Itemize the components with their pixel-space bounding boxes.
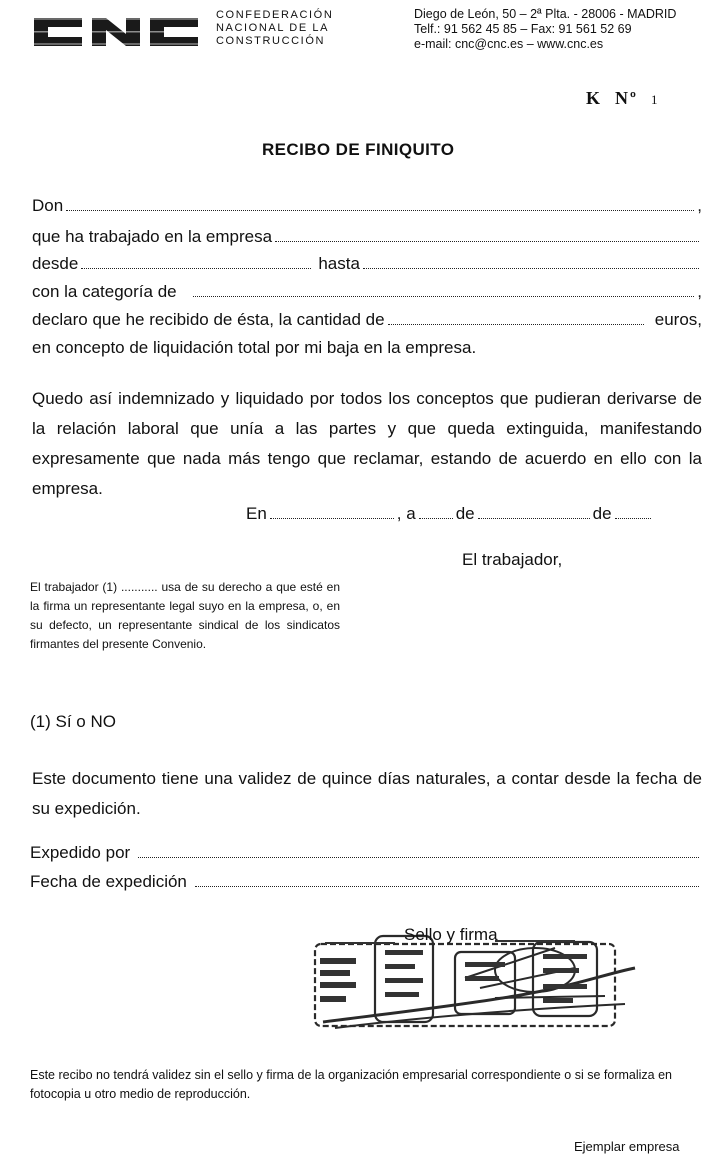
form-code: K [586,88,603,108]
worker-signature-label: El trabajador, [462,550,563,569]
indemnization-paragraph: Quedo así indemnizado y liquidado por todos los conceptos que pudieran derivarse de la relación laboral que unía a las partes y que queda extinguida, manifestando expresamente que nada más tengo que reclamar, estando de acuerdo en ello con la empresa. [32,389,702,498]
desde-field[interactable] [81,252,311,269]
categoria-field[interactable] [193,280,695,297]
validity-footnote: Este recibo no tendrá validez sin el sello y firma de la organización empresarial correspondiente o si se formaliza en fotocopia u otro medio de reproducción. [30,1068,672,1101]
a-label: , a [396,504,416,523]
number-label: Nº [615,88,638,108]
cnc-logo [32,14,200,50]
year-field[interactable] [615,502,651,519]
expedido-label: Expedido por [30,843,131,862]
empresa-field[interactable] [275,225,699,242]
hasta-label: hasta [318,254,360,273]
don-line: Don , [32,194,702,218]
dates-line [32,252,702,276]
month-field[interactable] [478,502,590,519]
phone-line: Telf.: 91 562 45 85 – Fax: 91 561 52 69 [414,22,632,36]
categoria-line: con la categoría de , [32,280,702,304]
expedido-line [30,841,702,865]
categoria-label: con la categoría de [32,282,177,301]
declaro-label: declaro que he recibido de ésta, la cantidad de [32,310,385,329]
don-label: Don [32,196,64,215]
day-field[interactable] [419,502,453,519]
document-title: RECIBO DE FINIQUITO [262,140,455,159]
option-note: (1) Sí o NO [30,712,116,731]
fecha-label: Fecha de expedición [30,872,187,891]
validity-paragraph: Este documento tiene una validez de quince días naturales, a contar desde la fecha de su expedición. [32,769,702,818]
number-value: 1 [650,92,660,107]
fecha-line [30,870,702,894]
de-label-2: de [592,504,612,523]
expedido-field[interactable] [138,841,699,858]
de-label-1: de [455,504,475,523]
hasta-field[interactable] [363,252,699,269]
form-number [586,88,659,109]
empresa-line [32,225,702,249]
fecha-field[interactable] [195,870,699,887]
cantidad-field[interactable] [388,308,644,325]
worker-note: El trabajador (1) ........... usa de su derecho a que esté en la firma un representante legal suyo en la empresa, o, en su defecto, un representante sindical de los sindicatos firmantes del presente Convenio. [30,580,340,651]
copy-label: Ejemplar empresa [574,1139,680,1154]
concepto-text: en concepto de liquidación total por mi baja en la empresa. [32,338,477,357]
don-field[interactable] [66,194,694,211]
org-line-3: CONSTRUCCIÓN [216,35,326,47]
place-field[interactable] [270,502,394,519]
concepto-line [32,336,702,360]
organization-name [216,9,333,48]
empresa-label: que ha trabajado en la empresa [32,227,273,246]
cantidad-line [32,308,702,332]
en-label: En [246,504,267,523]
place-date-line [246,502,686,526]
email-line: e-mail: cnc@cnc.es – www.cnc.es [414,37,604,51]
euros-label: euros, [654,310,702,329]
org-line-1: CONFEDERACIÓN [216,9,334,21]
desde-label: desde [32,254,79,273]
address-line: Diego de León, 50 – 2ª Plta. - 28006 - MADRID [414,7,677,21]
org-line-2: NACIONAL DE LA [216,22,330,34]
contact-info [414,7,676,52]
sello-firma-label: Sello y firma [404,925,498,944]
